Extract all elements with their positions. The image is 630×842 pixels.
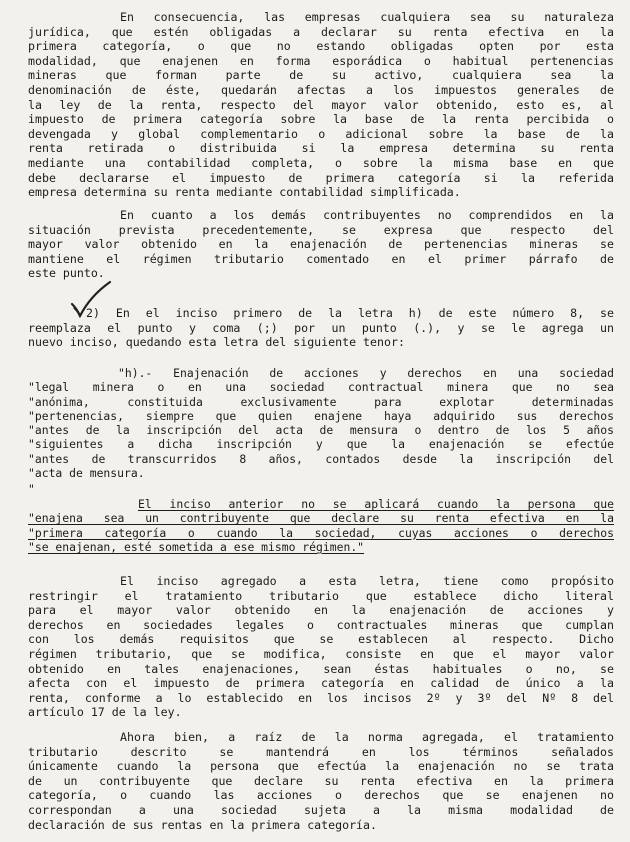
- text-line: para el mayor valor obtenido en la enajenación de acciones y: [28, 603, 614, 618]
- text-line: mantiene el régimen tributario comentado en el primer párrafo de: [28, 251, 614, 266]
- text-line: devengada y global complementario o adicional sobre la base de la: [28, 126, 614, 141]
- text-line: El inciso agregado a esta letra, tiene como propósito: [120, 574, 614, 588]
- text-line: "pertenencias, siempre que quien enajene haya adquirido sus derechos: [28, 408, 614, 423]
- underlined-text: "primera categoría o cuando la sociedad, cuyas acciones o derechos: [28, 525, 614, 540]
- text-line: En consecuencia, las empresas cualquiera sea su naturaleza: [120, 10, 614, 24]
- underlined-text-line: [28, 497, 614, 511]
- text-line: ": [28, 482, 35, 496]
- text-line: "anónima, constituida exclusivamente para explotar determinadas: [28, 394, 614, 409]
- paragraph-ahora-bien: [28, 730, 614, 832]
- quoted-inciso-agregado: [28, 497, 614, 554]
- paragraph-inciso-agregado: [28, 574, 614, 720]
- text-line: de un contribuyente que declare su renta efectiva en la primera: [28, 773, 614, 788]
- text-line: renta, conforme a lo establecido en los incisos 2º y 3º del Nº 8 del: [28, 690, 614, 705]
- underlined-text-line: [28, 526, 614, 540]
- text-line: obtenido en tales enajenaciones, sean éstas habituales o no, se: [28, 661, 614, 676]
- text-line: En cuanto a los demás contribuyentes no comprendidos en la: [120, 208, 614, 222]
- text-line: "legal minera o en una sociedad contractual minera que no sea: [28, 380, 614, 395]
- text-line: impuesto de primera categoría sobre la base de la renta percibida o: [28, 112, 614, 127]
- text-line: "siguientes a dicha inscripción y que la enajenación se efectúe: [28, 437, 614, 452]
- text-line: "acta de mensura.: [28, 466, 145, 481]
- text-line: tributario descrito se mantendrá en los términos señalados: [28, 744, 614, 759]
- text-line: declaración de sus rentas en la primera categoría.: [28, 817, 378, 832]
- underlined-text: El inciso anterior no se aplicará cuando la persona que: [138, 497, 614, 511]
- text-line: restringir el tratamiento tributario que establece dicho literal: [28, 588, 614, 603]
- underlined-text: "se enajenan, esté sometida a ese mismo régimen.": [28, 539, 365, 554]
- paragraph-demas-contribuyentes: [28, 208, 614, 281]
- text-line: con los demás requisitos que se establecen al respecto. Dicho: [28, 632, 614, 647]
- text-line: situación prevista precedentemente, se expresa que respecto del: [28, 222, 614, 237]
- text-line: primera categoría, o que no estando obligadas opten por esta: [28, 39, 614, 54]
- text-line: este punto.: [28, 266, 105, 281]
- text-line: Ahora bien, a raíz de la norma agregada, el tratamiento: [120, 730, 614, 744]
- text-line: "h).- Enajenación de acciones y derechos en una sociedad: [118, 366, 614, 380]
- text-line: "antes de la inscripción del acta de mensura o dentro de los 5 años: [28, 423, 614, 438]
- text-line: nuevo inciso, quedando esta letra del siguiente tenor:: [28, 335, 405, 350]
- text-line: régimen tributario, que se modifica, consiste en que el mayor valor: [28, 646, 614, 661]
- text-line: "antes de transcurridos 8 años, contados desde la inscripción del: [28, 451, 614, 466]
- underlined-text-line: [28, 540, 614, 554]
- text-line: 2) En el inciso primero de la letra h) de este número 8, se: [86, 306, 614, 320]
- text-line: debe declararse el impuesto de primera categoría si la referida: [28, 170, 614, 185]
- text-line: artículo 17 de la ley.: [28, 705, 182, 720]
- underlined-text-line: [28, 511, 614, 525]
- text-line: mediante una contabilidad completa, o sobre la misma base en que: [28, 155, 614, 170]
- text-line: mineras que forman parte de su activo, cualquiera sea la: [28, 68, 614, 83]
- text-line: denominación de éste, quedarán afectas a los impuestos generales de: [28, 82, 614, 97]
- text-line: mayor valor obtenido en la enajenación de pertenencias mineras se: [28, 237, 614, 252]
- text-line: categoría, o cuando las acciones o derechos que se enajenen no: [28, 788, 614, 803]
- text-line: derechos en sociedades legales o contractuales mineras que cumplan: [28, 617, 614, 632]
- text-line: correspondan a una sociedad sujeta a la misma modalidad de: [28, 802, 614, 817]
- text-line: la ley de la renta, respecto del mayor valor obtenido, esto es, al: [28, 97, 614, 112]
- underlined-text: "enajena sea un contribuyente que declare su renta efectiva en la: [28, 511, 614, 526]
- paragraph-numeral-2: [28, 306, 614, 350]
- text-line: únicamente cuando la persona que efectúa la enajenación no se trata: [28, 759, 614, 774]
- paragraph-empresas-mineras: [28, 10, 614, 200]
- text-line: afecta con el impuesto de primera categoría en calidad de único a la: [28, 676, 614, 691]
- text-line: modalidad, que enajenen en forma esporádica o habitual pertenencias: [28, 53, 614, 68]
- text-line: jurídica, que estén obligadas a declarar su renta efectiva en la: [28, 24, 614, 39]
- quoted-letra-h: [28, 366, 614, 480]
- text-line: renta retirada o distribuida si la empresa determina su renta: [28, 141, 614, 156]
- text-line: empresa determina su renta mediante contabilidad simplificada.: [28, 185, 461, 200]
- quote-opening-mark: [28, 482, 614, 496]
- text-line: reemplaza el punto y coma (;) por un punto (.), y se le agrega un: [28, 320, 614, 335]
